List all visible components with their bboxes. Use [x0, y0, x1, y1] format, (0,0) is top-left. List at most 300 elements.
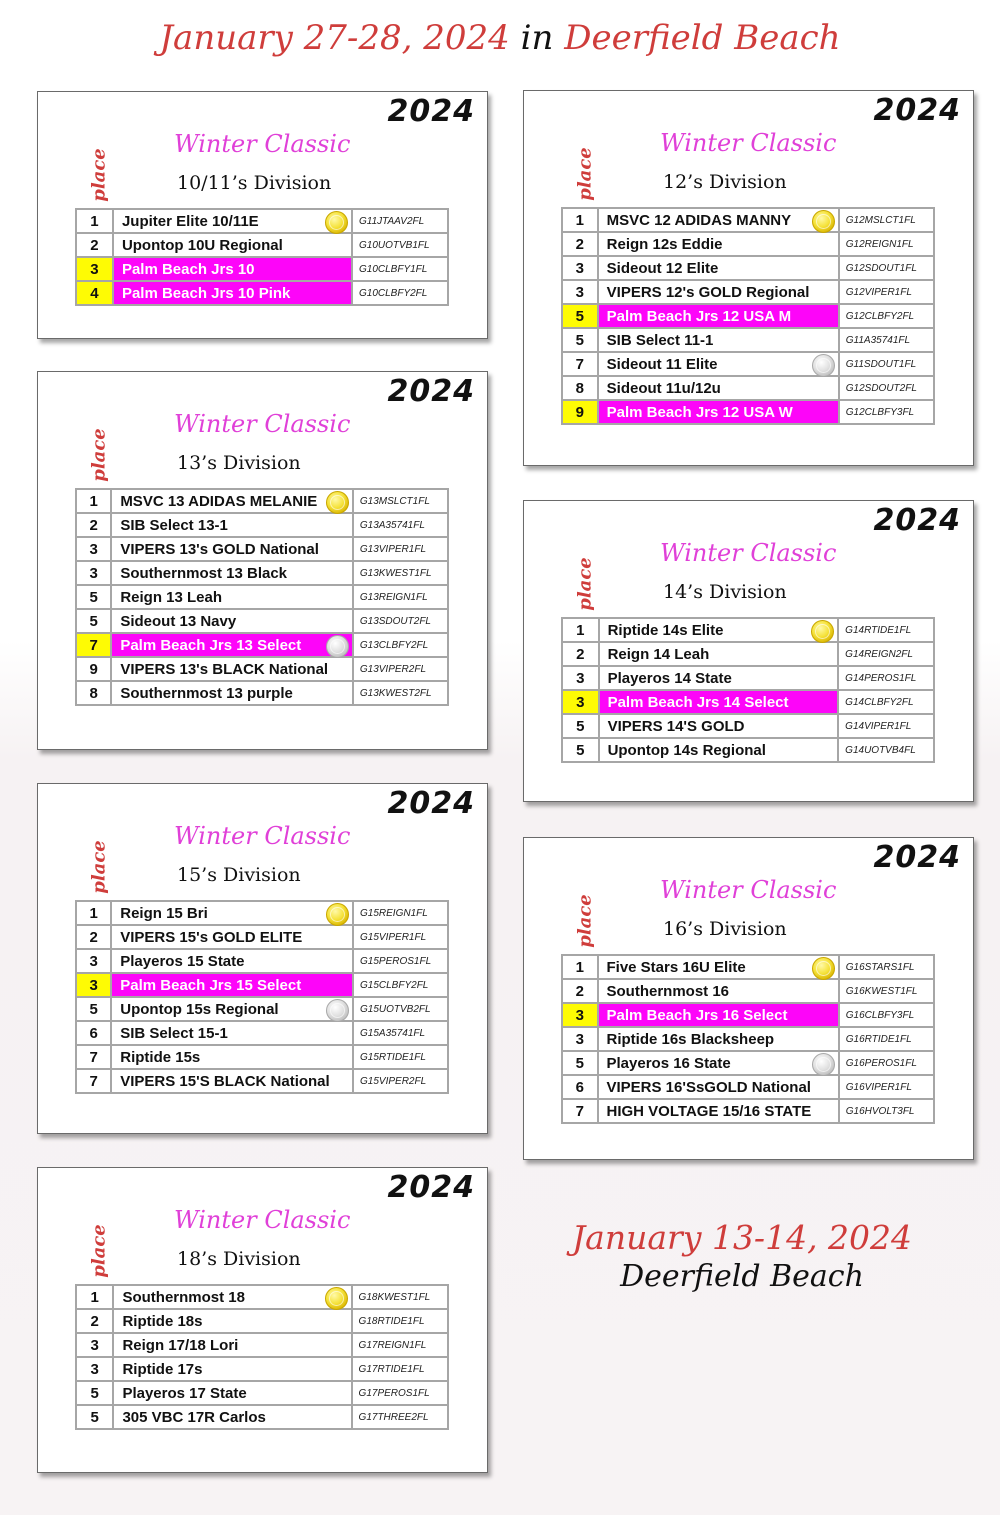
- team-code-cell: G15CLBFY2FL: [353, 973, 448, 997]
- team-cell: [598, 256, 839, 280]
- table-row: [76, 1381, 448, 1405]
- place-cell: 9: [76, 657, 111, 681]
- team-code-cell: G12CLBFY3FL: [839, 400, 934, 424]
- team-cell: [113, 257, 352, 281]
- place-cell: 5: [76, 585, 111, 609]
- place-cell: 5: [562, 714, 599, 738]
- table-row: [562, 1075, 934, 1099]
- table-row: [76, 489, 448, 513]
- team-name: Upontop 14s Regional: [607, 741, 766, 759]
- team-code-cell: G14RTIDE1FL: [838, 618, 934, 642]
- team-cell: [113, 209, 352, 233]
- place-cell: 5: [76, 1381, 113, 1405]
- place-cell: 2: [562, 232, 598, 256]
- team-name: VIPERS 13's GOLD National: [120, 540, 319, 558]
- team-cell: [113, 1381, 351, 1405]
- team-code-cell: G17THREE2FL: [352, 1405, 448, 1429]
- team-cell: [598, 1099, 839, 1123]
- team-name: Palm Beach Jrs 14 Select: [607, 693, 789, 711]
- place-cell: 7: [76, 633, 111, 657]
- table-row: [562, 642, 934, 666]
- team-cell: [598, 1075, 839, 1099]
- team-cell: [599, 618, 839, 642]
- place-cell: 2: [562, 979, 598, 1003]
- team-cell: [599, 666, 839, 690]
- table-row: [76, 925, 448, 949]
- team-code-cell: G13CLBFY2FL: [353, 633, 448, 657]
- table-row: [76, 973, 448, 997]
- team-cell: [111, 513, 353, 537]
- table-row: [76, 1045, 448, 1069]
- gold-medal-icon: [325, 1287, 348, 1310]
- team-code-cell: G16CLBFY3FL: [839, 1003, 934, 1027]
- footer-location: Deerfield Beach: [620, 1259, 864, 1294]
- table-row: [76, 1285, 448, 1309]
- results-table: [561, 954, 935, 1124]
- team-code-cell: G17RTIDE1FL: [352, 1357, 448, 1381]
- place-label-text: place: [574, 147, 596, 201]
- table-row: [76, 681, 448, 705]
- place-cell: 5: [76, 1405, 113, 1429]
- team-cell: [598, 352, 839, 376]
- team-name: Riptide 14s Elite: [607, 621, 724, 639]
- division-title: 14’s Division: [663, 581, 787, 603]
- team-cell: [111, 609, 353, 633]
- table-row: [562, 376, 934, 400]
- team-name: Sideout 12 Elite: [606, 259, 719, 277]
- table-row: [562, 304, 934, 328]
- gold-medal-icon: [326, 903, 349, 926]
- results-table: [75, 208, 449, 306]
- event-title: Winter Classic: [174, 410, 351, 438]
- table-row: [562, 714, 934, 738]
- event-title: Winter Classic: [174, 130, 351, 158]
- table-row: [76, 1069, 448, 1093]
- place-cell: 5: [76, 609, 111, 633]
- team-cell: [598, 979, 839, 1003]
- team-cell: [598, 400, 839, 424]
- team-name: Sideout 11 Elite: [606, 355, 718, 373]
- place-cell: 3: [76, 257, 113, 281]
- place-label: [570, 147, 600, 201]
- place-label-text: place: [574, 557, 596, 611]
- team-cell: [111, 537, 353, 561]
- place-cell: 3: [562, 256, 598, 280]
- team-cell: [598, 232, 839, 256]
- team-code-cell: G12SDOUT2FL: [839, 376, 934, 400]
- table-row: [76, 561, 448, 585]
- place-cell: 7: [76, 1069, 111, 1093]
- team-cell: [599, 738, 839, 762]
- table-row: [76, 209, 448, 233]
- team-cell: [111, 1069, 353, 1093]
- team-code-cell: G16HVOLT3FL: [839, 1099, 934, 1123]
- table-row: [76, 1021, 448, 1045]
- team-code-cell: G16STARS1FL: [839, 955, 934, 979]
- team-name: VIPERS 13's BLACK National: [120, 660, 329, 678]
- results-table: [75, 900, 449, 1094]
- table-row: [76, 233, 448, 257]
- place-cell: 1: [562, 955, 598, 979]
- table-row: [76, 513, 448, 537]
- division-card-12: [523, 90, 974, 466]
- year-label: 2024: [873, 840, 961, 875]
- team-code-cell: G15VIPER1FL: [353, 925, 448, 949]
- table-row: [76, 585, 448, 609]
- team-cell: [113, 1333, 351, 1357]
- team-name: Riptide 16s Blacksheep: [606, 1030, 775, 1048]
- team-name: VIPERS 15's GOLD ELITE: [120, 928, 303, 946]
- team-name: Reign 15 Bri: [120, 904, 208, 922]
- team-code-cell: G12REIGN1FL: [839, 232, 934, 256]
- team-code-cell: G15PEROS1FL: [353, 949, 448, 973]
- team-name: VIPERS 16'SsGOLD National: [606, 1078, 811, 1096]
- place-label-text: place: [88, 428, 110, 482]
- team-cell: [113, 1405, 351, 1429]
- team-code-cell: G11A35741FL: [839, 328, 934, 352]
- place-cell: 5: [562, 304, 598, 328]
- team-name: SIB Select 11-1: [606, 331, 714, 349]
- team-cell: [111, 681, 353, 705]
- team-code-cell: G14REIGN2FL: [838, 642, 934, 666]
- team-cell: [113, 281, 352, 305]
- team-cell: [111, 997, 353, 1021]
- team-name: Reign 12s Eddie: [606, 235, 723, 253]
- team-name: 305 VBC 17R Carlos: [122, 1408, 266, 1426]
- place-label-text: place: [88, 840, 110, 894]
- event-title: Winter Classic: [174, 822, 351, 850]
- place-label: [570, 557, 600, 611]
- place-cell: 2: [76, 1309, 113, 1333]
- place-label: [84, 148, 114, 202]
- team-name: Palm Beach Jrs 16 Select: [606, 1006, 788, 1024]
- gold-medal-icon: [812, 210, 835, 233]
- table-row: [76, 949, 448, 973]
- team-name: Palm Beach Jrs 12 USA W: [606, 403, 793, 421]
- place-cell: 3: [562, 666, 599, 690]
- table-row: [562, 400, 934, 424]
- table-row: [562, 256, 934, 280]
- team-code-cell: G10UOTVB1FL: [352, 233, 448, 257]
- team-name: Upontop 15s Regional: [120, 1000, 279, 1018]
- place-cell: 2: [76, 233, 113, 257]
- team-code-cell: G16RTIDE1FL: [839, 1027, 934, 1051]
- team-cell: [111, 949, 353, 973]
- team-cell: [111, 1021, 353, 1045]
- year-label: 2024: [387, 374, 475, 409]
- team-cell: [598, 955, 839, 979]
- event-title: Winter Classic: [660, 129, 837, 157]
- team-name: Palm Beach Jrs 13 Select: [120, 636, 302, 654]
- team-code-cell: G16VIPER1FL: [839, 1075, 934, 1099]
- results-table: [75, 488, 449, 706]
- place-cell: 6: [562, 1075, 598, 1099]
- place-cell: 3: [76, 949, 111, 973]
- team-name: Riptide 15s: [120, 1048, 201, 1066]
- place-cell: 3: [562, 690, 599, 714]
- team-code-cell: G13VIPER1FL: [353, 537, 448, 561]
- table-row: [562, 280, 934, 304]
- team-code-cell: G14UOTVB4FL: [838, 738, 934, 762]
- team-code-cell: G14CLBFY2FL: [838, 690, 934, 714]
- place-cell: 3: [562, 1027, 598, 1051]
- place-label: [84, 840, 114, 894]
- team-cell: [599, 642, 839, 666]
- team-name: Palm Beach Jrs 10 Pink: [121, 284, 291, 302]
- team-name: Palm Beach Jrs 10: [121, 260, 255, 278]
- header-connector: in: [520, 18, 554, 58]
- table-row: [562, 328, 934, 352]
- place-cell: 5: [562, 738, 599, 762]
- place-cell: 7: [562, 1099, 598, 1123]
- division-card-10-11: [37, 91, 488, 339]
- team-cell: [598, 1003, 839, 1027]
- place-cell: 1: [76, 1285, 113, 1309]
- division-title: 16’s Division: [663, 918, 787, 940]
- place-cell: 1: [76, 209, 113, 233]
- team-code-cell: G15RTIDE1FL: [353, 1045, 448, 1069]
- team-name: Reign 13 Leah: [120, 588, 223, 606]
- team-name: Reign 17/18 Lori: [122, 1336, 239, 1354]
- team-cell: [599, 690, 839, 714]
- place-label-text: place: [574, 894, 596, 948]
- team-name: Upontop 10U Regional: [121, 236, 283, 254]
- team-cell: [598, 208, 839, 232]
- place-cell: 3: [76, 1357, 113, 1381]
- place-cell: 3: [76, 561, 111, 585]
- team-code-cell: G16PEROS1FL: [839, 1051, 934, 1075]
- place-cell: 6: [76, 1021, 111, 1045]
- place-cell: 9: [562, 400, 598, 424]
- place-cell: 3: [562, 1003, 598, 1027]
- team-code-cell: G14PEROS1FL: [838, 666, 934, 690]
- team-name: SIB Select 13-1: [120, 516, 228, 534]
- silver-medal-icon: [812, 1053, 835, 1076]
- page-title: [0, 18, 1000, 58]
- division-title: 13’s Division: [177, 452, 301, 474]
- silver-medal-icon: [326, 999, 349, 1022]
- place-cell: 7: [76, 1045, 111, 1069]
- team-cell: [111, 489, 353, 513]
- team-cell: [111, 585, 353, 609]
- year-label: 2024: [873, 503, 961, 538]
- team-code-cell: G12MSLCT1FL: [839, 208, 934, 232]
- team-name: Southernmost 13 Black: [120, 564, 288, 582]
- team-code-cell: G12CLBFY2FL: [839, 304, 934, 328]
- team-name: VIPERS 14'S GOLD: [607, 717, 745, 735]
- team-code-cell: G12VIPER1FL: [839, 280, 934, 304]
- table-row: [562, 1051, 934, 1075]
- team-cell: [113, 1357, 351, 1381]
- silver-medal-icon: [812, 354, 835, 377]
- team-name: MSVC 13 ADIDAS MELANIE: [120, 492, 318, 510]
- team-name: Sideout 13 Navy: [120, 612, 237, 630]
- table-row: [562, 208, 934, 232]
- team-name: Jupiter Elite 10/11E: [121, 212, 259, 230]
- team-code-cell: G10CLBFY2FL: [352, 281, 448, 305]
- table-row: [562, 1003, 934, 1027]
- table-row: [76, 1405, 448, 1429]
- team-cell: [111, 561, 353, 585]
- team-code-cell: G13VIPER2FL: [353, 657, 448, 681]
- team-name: HIGH VOLTAGE 15/16 STATE: [606, 1102, 812, 1120]
- place-label-text: place: [88, 1224, 110, 1278]
- table-row: [76, 609, 448, 633]
- division-title: 10/11’s Division: [177, 172, 332, 194]
- team-code-cell: G15VIPER2FL: [353, 1069, 448, 1093]
- division-card-15: [37, 783, 488, 1134]
- event-title: Winter Classic: [660, 539, 837, 567]
- table-row: [562, 1099, 934, 1123]
- division-title: 12’s Division: [663, 171, 787, 193]
- table-row: [76, 1357, 448, 1381]
- table-row: [562, 1027, 934, 1051]
- team-code-cell: G13A35741FL: [353, 513, 448, 537]
- team-cell: [111, 657, 353, 681]
- team-code-cell: G15A35741FL: [353, 1021, 448, 1045]
- year-label: 2024: [873, 93, 961, 128]
- year-label: 2024: [387, 786, 475, 821]
- results-table: [561, 617, 935, 763]
- team-code-cell: G11JTAAV2FL: [352, 209, 448, 233]
- team-name: MSVC 12 ADIDAS MANNY: [606, 211, 792, 229]
- place-cell: 3: [76, 1333, 113, 1357]
- table-row: [562, 232, 934, 256]
- team-cell: [113, 1285, 351, 1309]
- place-label: [570, 894, 600, 948]
- team-name: Palm Beach Jrs 12 USA M: [606, 307, 792, 325]
- division-card-18: [37, 1167, 488, 1473]
- table-row: [76, 1309, 448, 1333]
- place-cell: 1: [562, 618, 599, 642]
- team-name: SIB Select 15-1: [120, 1024, 228, 1042]
- place-cell: 2: [76, 925, 111, 949]
- team-cell: [598, 304, 839, 328]
- team-cell: [599, 714, 839, 738]
- division-title: 15’s Division: [177, 864, 301, 886]
- division-card-13: [37, 371, 488, 750]
- team-code-cell: G18KWEST1FL: [352, 1285, 448, 1309]
- team-name: Five Stars 16U Elite: [606, 958, 746, 976]
- team-name: VIPERS 12's GOLD Regional: [606, 283, 810, 301]
- year-label: 2024: [387, 1170, 475, 1205]
- place-cell: 4: [76, 281, 113, 305]
- table-row: [76, 997, 448, 1021]
- team-name: Playeros 17 State: [122, 1384, 247, 1402]
- event-title: Winter Classic: [660, 876, 837, 904]
- team-code-cell: G16KWEST1FL: [839, 979, 934, 1003]
- team-name: Riptide 18s: [122, 1312, 203, 1330]
- team-name: Reign 14 Leah: [607, 645, 710, 663]
- team-code-cell: G15REIGN1FL: [353, 901, 448, 925]
- place-label: [84, 428, 114, 482]
- table-row: [562, 618, 934, 642]
- place-cell: 2: [562, 642, 599, 666]
- team-cell: [111, 633, 353, 657]
- results-table: [561, 207, 935, 425]
- team-name: VIPERS 15'S BLACK National: [120, 1072, 330, 1090]
- team-cell: [111, 901, 353, 925]
- place-cell: 7: [562, 352, 598, 376]
- table-row: [76, 537, 448, 561]
- table-row: [562, 979, 934, 1003]
- table-row: [562, 690, 934, 714]
- team-cell: [111, 973, 353, 997]
- team-code-cell: G15UOTVB2FL: [353, 997, 448, 1021]
- team-cell: [111, 1045, 353, 1069]
- division-card-14: [523, 500, 974, 802]
- table-row: [76, 257, 448, 281]
- gold-medal-icon: [325, 211, 348, 234]
- team-name: Southernmost 18: [122, 1288, 245, 1306]
- place-cell: 1: [562, 208, 598, 232]
- team-cell: [598, 280, 839, 304]
- team-cell: [111, 925, 353, 949]
- footer-note: [522, 1218, 962, 1294]
- team-code-cell: G18RTIDE1FL: [352, 1309, 448, 1333]
- event-title: Winter Classic: [174, 1206, 351, 1234]
- place-cell: 3: [76, 537, 111, 561]
- team-name: Riptide 17s: [122, 1360, 203, 1378]
- place-cell: 8: [76, 681, 111, 705]
- team-cell: [598, 376, 839, 400]
- team-code-cell: G13SDOUT2FL: [353, 609, 448, 633]
- table-row: [76, 901, 448, 925]
- header-location: Deerfield Beach: [564, 18, 841, 58]
- team-code-cell: G11SDOUT1FL: [839, 352, 934, 376]
- place-cell: 8: [562, 376, 598, 400]
- table-row: [76, 1333, 448, 1357]
- team-name: Sideout 11u/12u: [606, 379, 721, 397]
- team-name: Playeros 16 State: [606, 1054, 731, 1072]
- team-code-cell: G17REIGN1FL: [352, 1333, 448, 1357]
- table-row: [562, 738, 934, 762]
- place-label-text: place: [88, 148, 110, 202]
- team-name: Southernmost 13 purple: [120, 684, 293, 702]
- year-label: 2024: [387, 94, 475, 129]
- place-cell: 1: [76, 901, 111, 925]
- place-cell: 5: [76, 997, 111, 1021]
- silver-medal-icon: [326, 635, 349, 658]
- team-code-cell: G13REIGN1FL: [353, 585, 448, 609]
- table-row: [76, 657, 448, 681]
- gold-medal-icon: [811, 620, 834, 643]
- header-date: January 27-28, 2024: [159, 18, 510, 58]
- place-cell: 5: [562, 328, 598, 352]
- gold-medal-icon: [326, 491, 349, 514]
- team-cell: [598, 1051, 839, 1075]
- team-name: Southernmost 16: [606, 982, 730, 1000]
- table-row: [76, 633, 448, 657]
- place-label: [84, 1224, 114, 1278]
- team-cell: [113, 1309, 351, 1333]
- table-row: [76, 281, 448, 305]
- team-cell: [113, 233, 352, 257]
- team-name: Playeros 14 State: [607, 669, 732, 687]
- table-row: [562, 352, 934, 376]
- team-cell: [598, 1027, 839, 1051]
- team-code-cell: G13KWEST2FL: [353, 681, 448, 705]
- footer-date: January 13-14, 2024: [571, 1218, 913, 1257]
- gold-medal-icon: [812, 957, 835, 980]
- team-code-cell: G17PEROS1FL: [352, 1381, 448, 1405]
- place-cell: 5: [562, 1051, 598, 1075]
- table-row: [562, 955, 934, 979]
- place-cell: 3: [76, 973, 111, 997]
- team-name: Palm Beach Jrs 15 Select: [120, 976, 302, 994]
- division-title: 18’s Division: [177, 1248, 301, 1270]
- division-card-16: [523, 837, 974, 1160]
